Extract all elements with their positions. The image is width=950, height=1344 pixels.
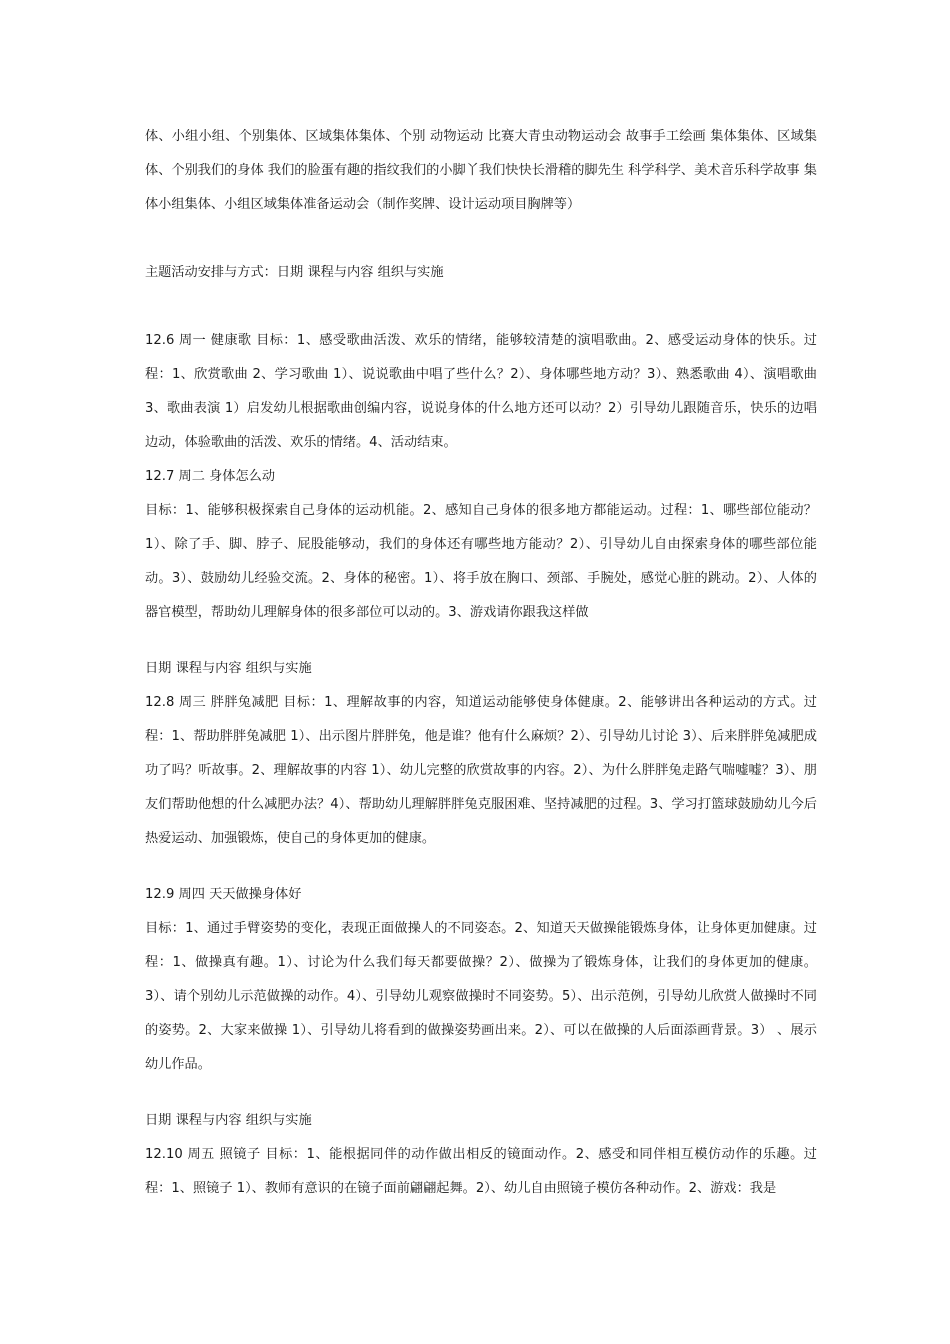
- spacer: [145, 856, 817, 878]
- table-heading-2: 日期 课程与内容 组织与实施: [145, 661, 312, 676]
- spacer: [145, 1082, 817, 1104]
- day-12-7-paragraph: 目标：1、能够积极探索自己身体的运动机能。2、感知自己身体的很多地方都能运动。过程：1、哪些部位能动？1）、除了手、脚、脖子、屁股能够动，我们的身体还有哪些地方能动？2）、引导幼儿自由探索身体的哪些部位能动。3）、鼓励幼儿经验交流。2、身体的秘密。1）、将手放在胸口、颈部、手腕处，感觉心脏的跳动。2）、人体的器官模型，帮助幼儿理解身体的很多部位可以动的。3、游戏请你跟我这样做: [145, 503, 817, 620]
- day-12-9-paragraph: 目标：1、通过手臂姿势的变化，表现正面做操人的不同姿态。2、知道天天做操能锻炼身体，让身体更加健康。过程：1、做操真有趣。1）、讨论为什么我们每天都要做操？2）、做操为了锻炼身体，让我们的身体更加的健康。3）、请个别幼儿示范做操的动作。4）、引导幼儿观察做操时不同姿势。5）、出示范例，引导幼儿欣赏人做操时不同的姿势。2、大家来做操 1）、引导幼儿将看到的做操姿势画出来。2）、可以在做操的人后面添画背景。3） 、展示幼儿作品。: [145, 921, 817, 1072]
- day-12-7-title: 12.7 周二 身体怎么动: [145, 469, 276, 484]
- day-12-6-paragraph: 12.6 周一 健康歌 目标：1、感受歌曲活泼、欢乐的情绪，能够较清楚的演唱歌曲。2、感受运动身体的快乐。过程：1、欣赏歌曲 2、学习歌曲 1）、说说歌曲中唱了些什么？2）、身体哪些地方动？3）、熟悉歌曲 4）、演唱歌曲 3、歌曲表演 1）启发幼儿根据歌曲创编内容，说说身体的什么地方还可以动？2）引导幼儿跟随音乐，快乐的边唱边动，体验歌曲的活泼、欢乐的情绪。4、活动结束。: [145, 333, 817, 450]
- spacer: [145, 290, 817, 324]
- day-12-10-paragraph: 12.10 周五 照镜子 目标：1、能根据同伴的动作做出相反的镜面动作。2、感受和同伴相互模仿动作的乐趣。过程：1、照镜子 1）、教师有意识的在镜子面前翩翩起舞。2）、幼儿自由照镜子模仿各种动作。2、游戏：我是: [145, 1147, 817, 1196]
- table-heading-3: 日期 课程与内容 组织与实施: [145, 1113, 312, 1128]
- document-page: [145, 120, 817, 1206]
- spacer: [145, 222, 817, 256]
- spacer: [145, 630, 817, 652]
- schedule-heading: 主题活动安排与方式：日期 课程与内容 组织与实施: [145, 265, 444, 280]
- day-12-8-paragraph: 12.8 周三 胖胖兔减肥 目标：1、理解故事的内容，知道运动能够使身体健康。2、能够讲出各种运动的方式。过程：1、帮助胖胖兔减肥 1）、出示图片胖胖兔，他是谁？他有什么麻烦？2）、引导幼儿讨论 3）、后来胖胖兔减肥成功了吗？听故事。2、理解故事的内容 1）、幼儿完整的欣赏故事的内容。2）、为什么胖胖兔走路气喘嘘嘘？3）、朋友们帮助他想的什么减肥办法？4）、帮助幼儿理解胖胖兔克服困难、坚持减肥的过程。3、学习打篮球鼓励幼儿今后热爱运动、加强锻炼，使自己的身体更加的健康。: [145, 695, 817, 846]
- day-12-9-title: 12.9 周四 天天做操身体好: [145, 887, 302, 902]
- intro-paragraph: 体、小组小组、个别集体、区域集体集体、个别 动物运动 比赛大青虫动物运动会 故事手工绘画 集体集体、区域集体、个别我们的身体 我们的脸蛋有趣的指纹我们的小脚丫我们快快长滑稽的脚先生 科学科学、美术音乐科学故事 集体小组集体、小组区域集体准备运动会（制作奖牌、设计运动项目胸牌等）: [145, 129, 817, 212]
